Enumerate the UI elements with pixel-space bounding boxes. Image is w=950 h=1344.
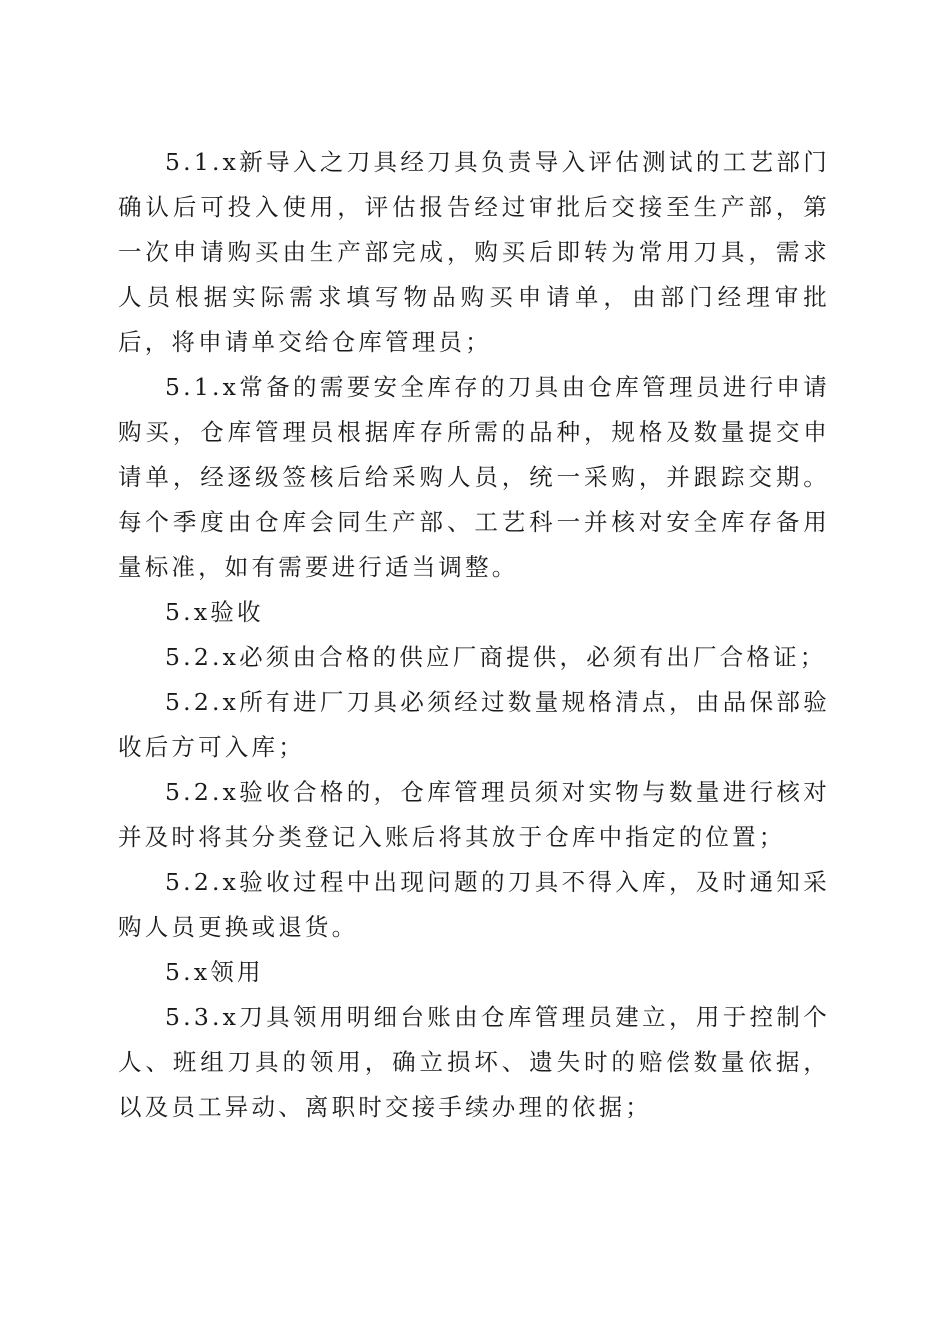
paragraph-5-2-registration: 5.2.x验收合格的，仓库管理员须对实物与数量进行核对并及时将其分类登记入账后将其放于仓库中指定的位置； xyxy=(118,778,830,851)
paragraph-5-2-inspection: 5.2.x所有进厂刀具必须经过数量规格清点，由品保部验收后方可入库； xyxy=(118,688,830,761)
section-heading-acceptance: 5.x验收 xyxy=(165,598,264,626)
document-body xyxy=(118,140,830,1130)
paragraph-5-2-rejection: 5.2.x验收过程中出现问题的刀具不得入库，及时通知采购人员更换或退货。 xyxy=(118,868,830,941)
paragraph-5-1-new-tool-import: 5.1.x新导入之刀具经刀具负责导入评估测试的工艺部门确认后可投入使用，评估报告经过审批后交接至生产部，第一次申请购买由生产部完成，购买后即转为常用刀具，需求人员根据实际需求填写物品购买申请单，由部门经理审批后，将申请单交给仓库管理员； xyxy=(118,148,830,356)
section-heading-requisition: 5.x领用 xyxy=(165,958,264,986)
paragraph-5-1-safety-stock: 5.1.x常备的需要安全库存的刀具由仓库管理员进行申请购买，仓库管理员根据库存所需的品种，规格及数量提交申请单，经逐级签核后给采购人员，统一采购，并跟踪交期。每个季度由仓库会同生产部、工艺科一并核对安全库存备用量标准，如有需要进行适当调整。 xyxy=(118,373,830,581)
paragraph-5-3-ledger: 5.3.x刀具领用明细台账由仓库管理员建立，用于控制个人、班组刀具的领用，确立损坏、遗失时的赔偿数量依据，以及员工异动、离职时交接手续办理的依据； xyxy=(118,1003,830,1121)
paragraph-5-2-qualified-supplier: 5.2.x必须由合格的供应厂商提供，必须有出厂合格证； xyxy=(165,643,827,671)
